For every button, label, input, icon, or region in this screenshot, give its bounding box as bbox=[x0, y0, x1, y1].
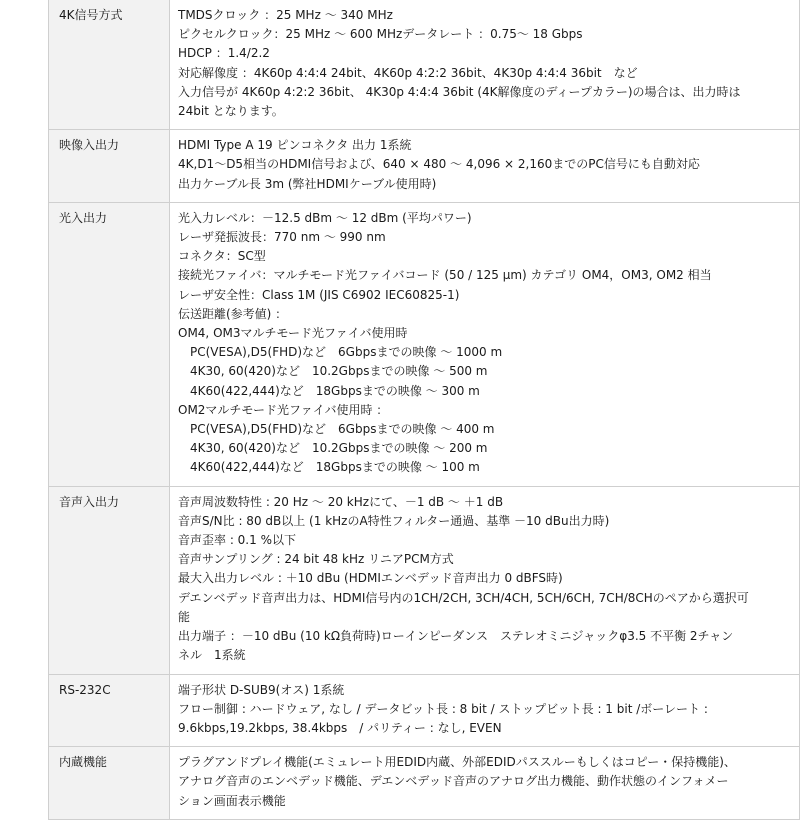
value-line: 24bit となります。 bbox=[178, 104, 284, 119]
value-line: コネクタ：SC型 bbox=[178, 249, 266, 264]
spec-row-audio-io bbox=[49, 486, 800, 674]
value-line: 音声歪率 : 0.1 %以下 bbox=[178, 533, 296, 548]
value-line: 4K30, 60(420)など 10.2Gbpsまでの映像 ～ 200 m bbox=[178, 441, 488, 456]
value-line: 伝送距離(参考値) ： bbox=[178, 306, 288, 321]
row-label: RS-232C bbox=[49, 674, 170, 747]
spec-row-builtin-functions bbox=[49, 747, 800, 820]
value-line: プラグアンドプレイ機能(エミュレート用EDID内蔵、外部EDIDパススルーもしくはコピー・保持機能)、 bbox=[178, 755, 736, 770]
value-line: 音声周波数特性 : 20 Hz ～ 20 kHzにて、－1 dB ～ ＋1 dB bbox=[178, 494, 504, 509]
value-line: 音声S/N比 : 80 dB以上 (1 kHzのA特性フィルター通過、基準 －10 dBu出力時) bbox=[178, 513, 610, 528]
row-value bbox=[170, 486, 800, 674]
row-value bbox=[170, 747, 800, 820]
spec-row-rs232c bbox=[49, 674, 800, 747]
row-value bbox=[170, 202, 800, 486]
value-line: 9.6kbps,19.2kbps, 38.4kbps / パリティー : なし, EVEN bbox=[178, 720, 502, 735]
value-line: 4K,D1～D5相当のHDMI信号および、640 × 480 ～ 4,096 × 2,160までのPC信号にも自動対応 bbox=[178, 157, 700, 172]
value-line: PC(VESA),D5(FHD)など 6Gbpsまでの映像 ～ 400 m bbox=[178, 422, 495, 437]
value-line: 最大入出力レベル : ＋10 dBu (HDMIエンベデッド音声出力 0 dBFS時) bbox=[178, 571, 563, 586]
value-line: 対応解像度 ：4K60p 4:4:4 24bit、4K60p 4:2:2 36bit、4K30p 4:4:4 36bit など bbox=[178, 65, 638, 80]
value-line: 入力信号が 4K60p 4:2:2 36bit、 4K30p 4:4:4 36bit (4K解像度のディープカラー)の場合は、出力時は bbox=[178, 84, 741, 99]
spec-row-video-io bbox=[49, 130, 800, 203]
row-label: 映像入出力 bbox=[49, 130, 170, 203]
row-label: 光入出力 bbox=[49, 202, 170, 486]
value-line: レーザ発振波長：770 nm ～ 990 nm bbox=[178, 230, 386, 245]
value-line: フロー制御 : ハードウェア, なし / データビット長 : 8 bit / ストップビット長 : 1 bit /ボーレート : bbox=[178, 701, 708, 716]
value-line: ピクセルクロック：25 MHz ～ 600 MHzデータレート ：0.75～ 18 Gbps bbox=[178, 27, 583, 42]
value-line: 音声サンプリング : 24 bit 48 kHz リニアPCM方式 bbox=[178, 552, 454, 567]
value-line: OM2マルチモード光ファイバ使用時 ： bbox=[178, 402, 389, 417]
row-value bbox=[170, 0, 800, 130]
value-line: 端子形状 D-SUB9(オス) 1系統 bbox=[178, 682, 345, 697]
spec-row-4k-signal bbox=[49, 0, 800, 130]
row-value bbox=[170, 674, 800, 747]
row-value bbox=[170, 130, 800, 203]
spec-row-optical-io bbox=[49, 202, 800, 486]
value-line: HDMI Type A 19 ピンコネクタ 出力 1系統 bbox=[178, 138, 412, 153]
spec-table bbox=[48, 0, 800, 820]
value-line: PC(VESA),D5(FHD)など 6Gbpsまでの映像 ～ 1000 m bbox=[178, 345, 503, 360]
value-line: デエンベデッド音声出力は、HDMI信号内の1CH/2CH, 3CH/4CH, 5CH/6CH, 7CH/8CHのペアから選択可 bbox=[178, 590, 749, 605]
value-line: 能 bbox=[178, 609, 191, 624]
row-label: 内蔵機能 bbox=[49, 747, 170, 820]
value-line: TMDSクロック ：25 MHz ～ 340 MHz bbox=[178, 8, 393, 22]
value-line: ネル 1系統 bbox=[178, 648, 246, 663]
value-line: 出力端子 ：－10 dBu (10 kΩ負荷時)ローインピーダンス ステレオミニジャックφ3.5 不平衡 2チャン bbox=[178, 629, 734, 644]
value-line: OM4, OM3マルチモード光ファイバ使用時 bbox=[178, 326, 408, 341]
value-line: 4K60(422,444)など 18Gbpsまでの映像 ～ 300 m bbox=[178, 383, 480, 398]
value-line: ション画面表示機能 bbox=[178, 793, 286, 808]
value-line: 4K60(422,444)など 18Gbpsまでの映像 ～ 100 m bbox=[178, 460, 480, 475]
value-line: 出力ケーブル長 3m (弊社HDMIケーブル使用時) bbox=[178, 176, 437, 191]
value-line: アナログ音声のエンベデッド機能、デエンベデッド音声のアナログ出力機能、動作状態のインフォメー bbox=[178, 774, 729, 789]
value-line: 4K30, 60(420)など 10.2Gbpsまでの映像 ～ 500 m bbox=[178, 364, 488, 379]
value-line: 光入力レベル：－12.5 dBm ～ 12 dBm (平均パワー) bbox=[178, 210, 472, 225]
value-line: レーザ安全性：Class 1M (JIS C6902 IEC60825-1) bbox=[178, 287, 460, 302]
value-line: 接続光ファイバ：マルチモード光ファイバコード (50 / 125 μm) カテゴリ OM4，OM3, OM2 相当 bbox=[178, 268, 712, 283]
value-line: HDCP ：1.4/2.2 bbox=[178, 46, 270, 61]
row-label: 音声入出力 bbox=[49, 486, 170, 674]
row-label: 4K信号方式 bbox=[49, 0, 170, 130]
